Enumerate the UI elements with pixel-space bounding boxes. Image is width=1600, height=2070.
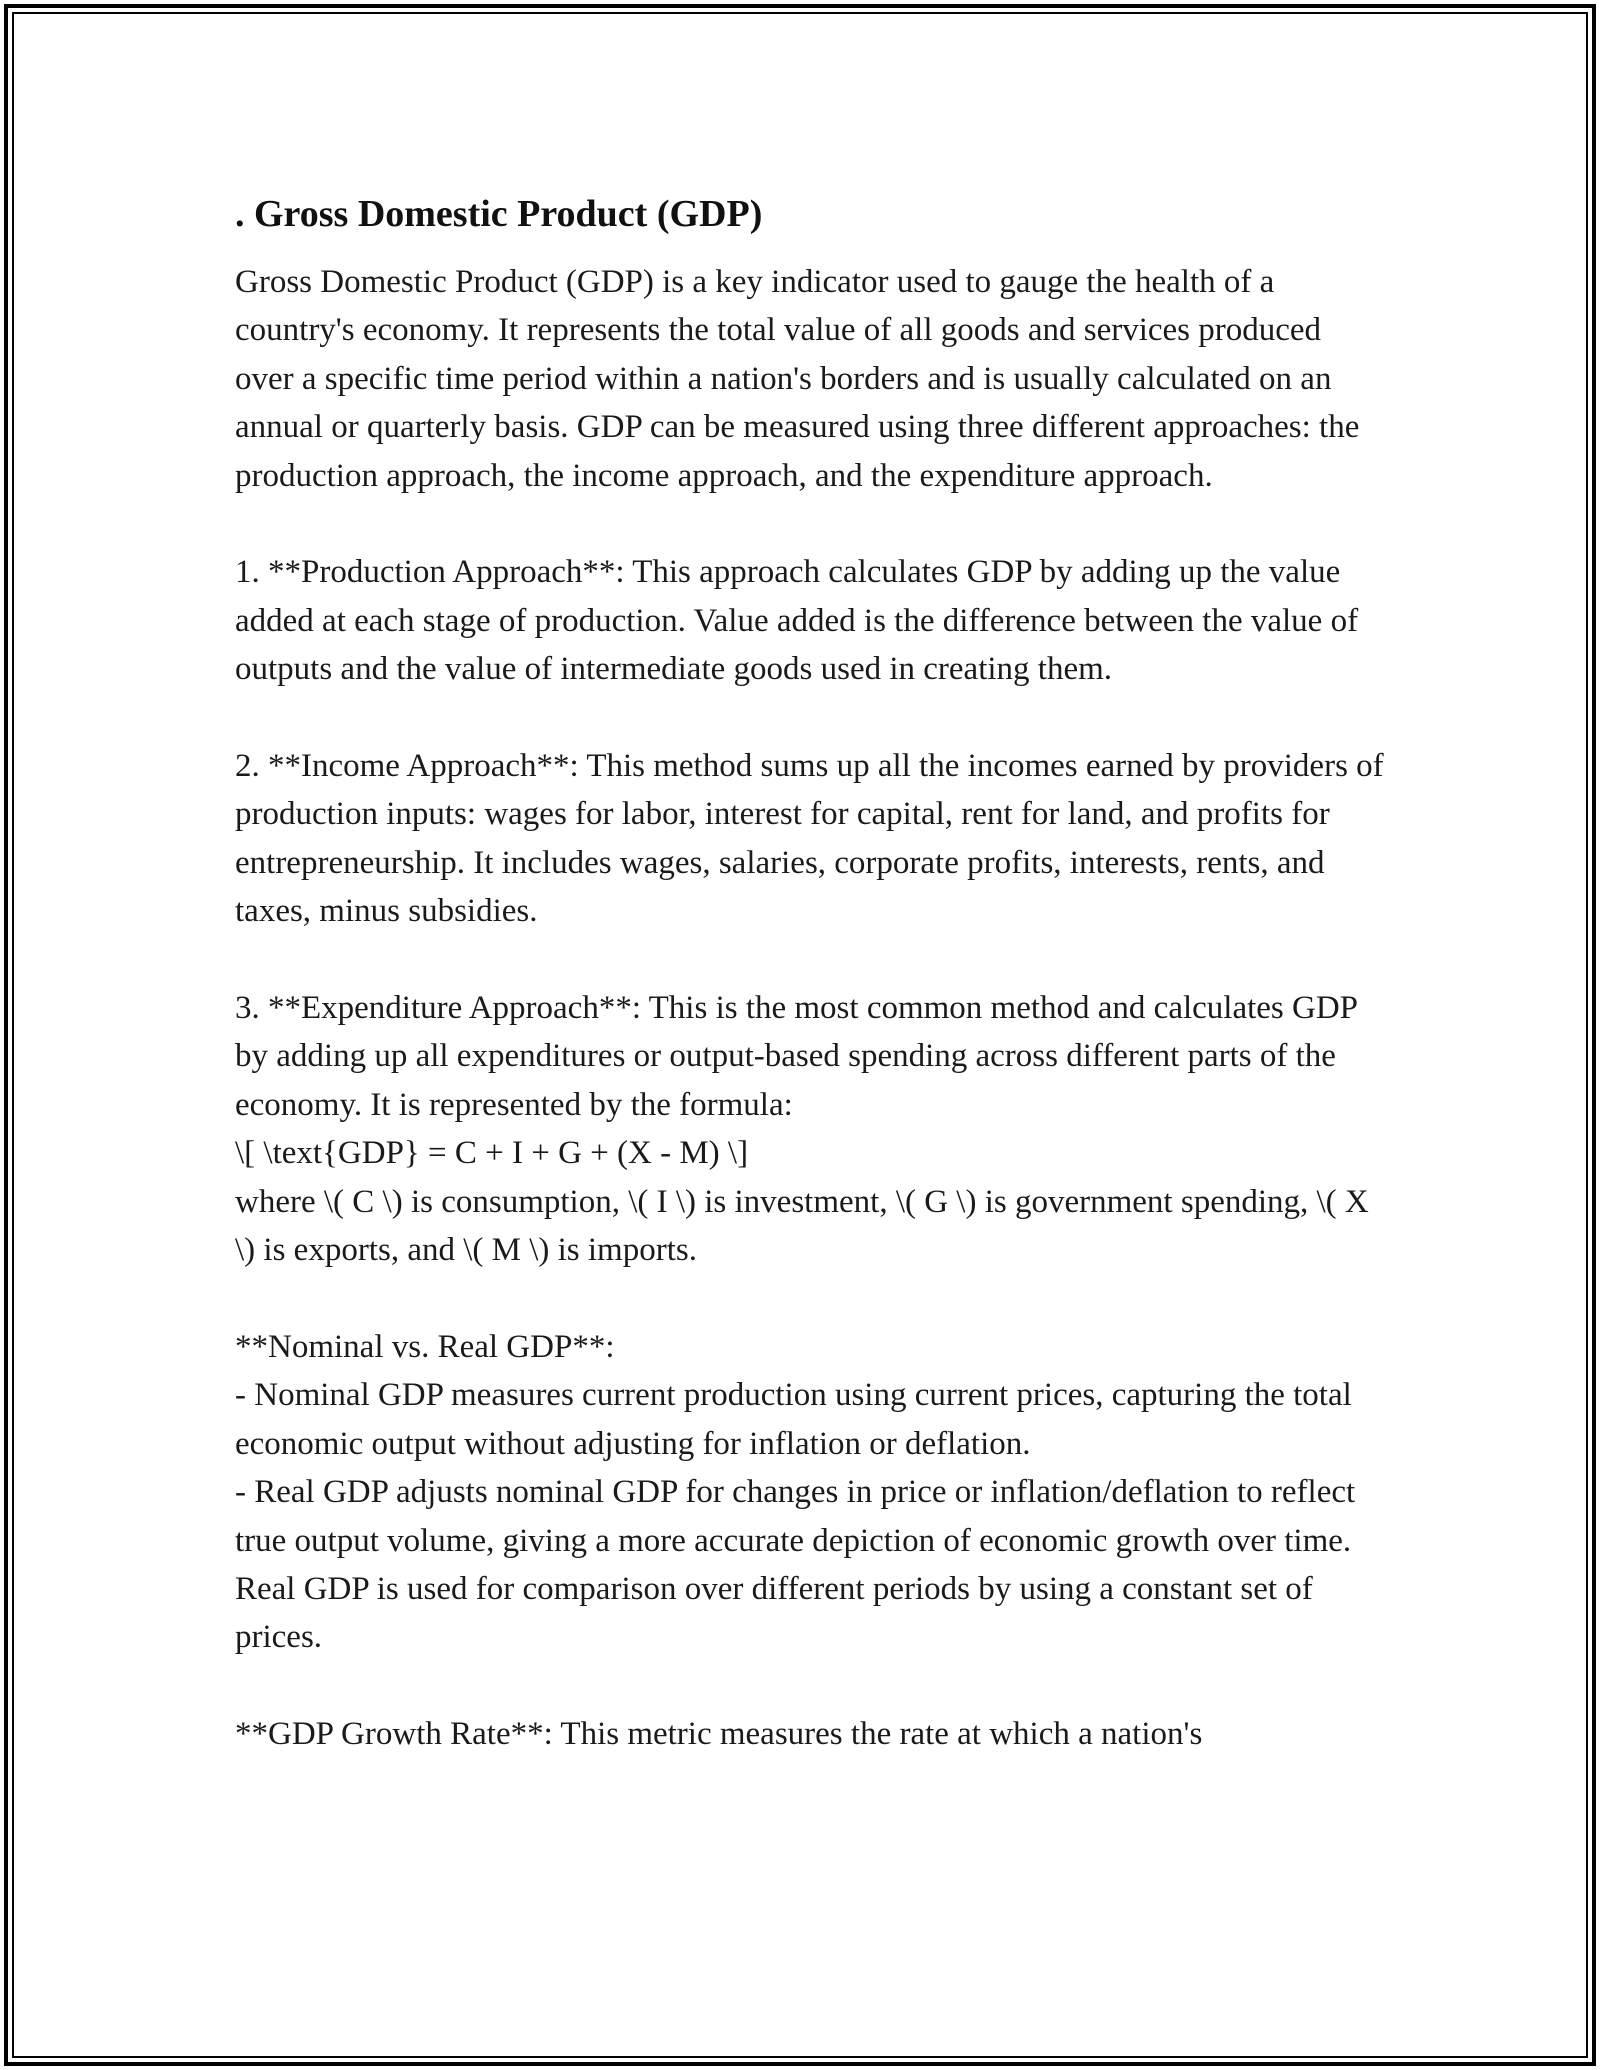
formula-explanation: where \( C \) is consumption, \( I \) is investment, \( G \) is government spending, \( X \) is exports, and \( M \) is imports. [235,1183,1377,1269]
paragraph-gap [235,1274,1385,1322]
document-title: . Gross Domestic Product (GDP) [235,193,763,235]
paragraph-gap [235,694,1385,742]
intro-paragraph: Gross Domestic Product (GDP) is a key indicator used to gauge the health of a country's economy. It represents the total value of all goods and services produced over a specific time period within a nation's borders and is usually calculated on an annual or quarterly basis. GDP can be measured using three different approaches: the production approach, the income approach, and the expenditure approach. [235,264,1368,494]
paragraph-gap [235,1662,1385,1710]
expenditure-approach-paragraph: 3. **Expenditure Approach**: This is the most common method and calculates GDP by adding up all expenditures or output-based spending across different parts of the economy. It is represented by the formula: [235,990,1366,1123]
income-approach-paragraph: 2. **Income Approach**: This method sums up all the incomes earned by providers of production inputs: wages for labor, interest for capital, rent for land, and profits for entrepreneurship. It includes wages, salaries, corporate profits, interests, rents, and taxes, minus subsidies. [235,748,1392,930]
paragraph-gap [235,500,1385,548]
paragraph-gap [235,936,1385,984]
production-approach-paragraph: 1. **Production Approach**: This approach calculates GDP by adding up the value added at each stage of production. Value added is the difference between the value of outputs and the value of intermediate goods used in creating them. [235,554,1367,688]
nominal-vs-real-heading: **Nominal vs. Real GDP**: [235,1328,615,1365]
nominal-gdp-item: - Nominal GDP measures current production using current prices, capturing the total economic output without adjusting for inflation or deflation. [235,1377,1361,1462]
gdp-formula: \[ \text{GDP} = C + I + G + (X - M) \] [235,1135,749,1172]
document-body [235,188,1392,1759]
growth-rate-paragraph: **GDP Growth Rate**: This metric measures the rate at which a nation's [235,1716,1203,1753]
real-gdp-item: - Real GDP adjusts nominal GDP for changes in price or inflation/deflation to reflect true output volume, giving a more accurate depiction of economic growth over time. Real GDP is used for comparison over different periods by using a constant set of prices. [235,1474,1364,1656]
